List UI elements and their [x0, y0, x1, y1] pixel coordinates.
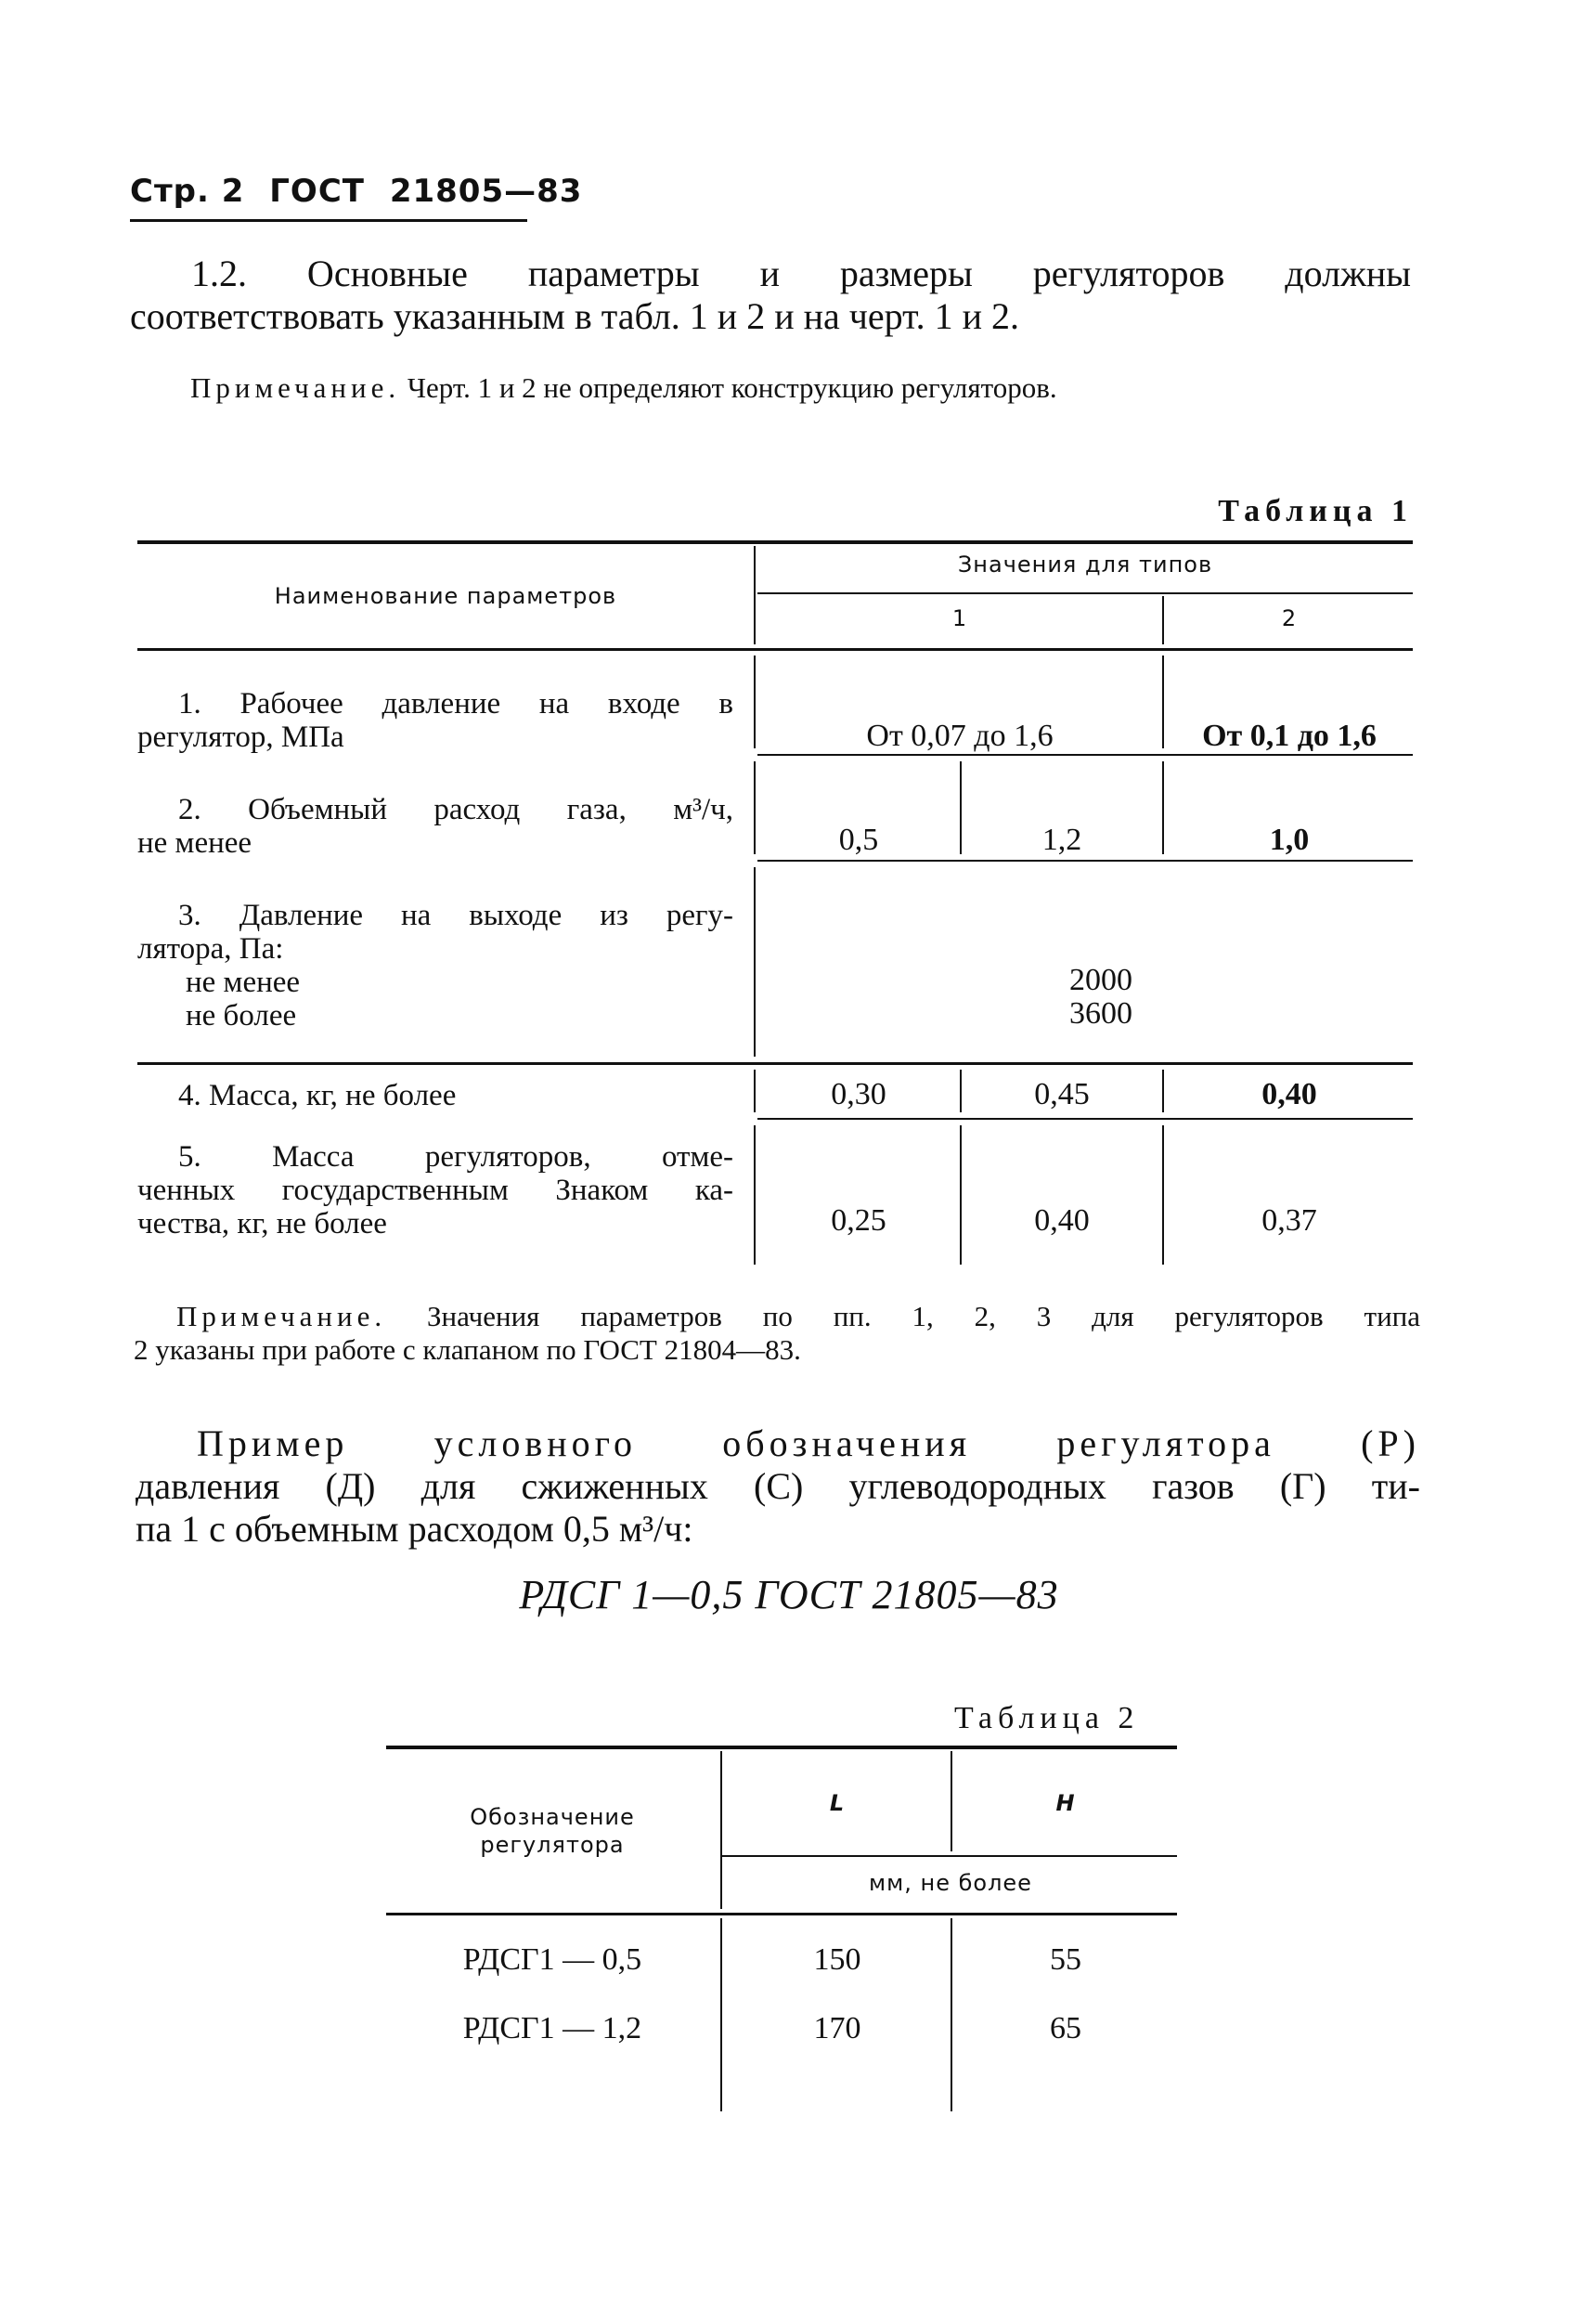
table-1-head-rule — [137, 648, 1413, 651]
note-2-line-1 — [176, 1300, 1420, 1333]
table-1-col-values: Значения для типов — [957, 552, 1213, 578]
table-1-row-4-type-2: 0,40 — [1261, 1077, 1317, 1111]
clause-line-1: 1.2. Основные параметры и размеры регуляторов должны — [191, 253, 1411, 294]
table-1-row-5-type-1a: 0,25 — [831, 1203, 886, 1238]
table-2-row-2-name: РДСГ1 — 1,2 — [462, 2011, 642, 2045]
table-1-vrule-r2-types — [1162, 761, 1164, 854]
table-1-vrule-r2 — [754, 761, 756, 854]
table-2-col-name-line-1: Обозначение — [470, 1804, 635, 1830]
clause-1-2 — [130, 253, 1411, 338]
standard-number: 21805—83 — [389, 173, 583, 210]
example-paragraph — [136, 1422, 1420, 1551]
note-1-label: Примечание. — [190, 371, 401, 404]
example-designation: РДСГ 1—0,5 ГОСТ 21805—83 — [519, 1572, 1059, 1617]
table-1-row-3-name — [137, 899, 733, 1032]
table-1-row-2-type-1a: 0,5 — [838, 823, 879, 857]
table-1-row-2-type-2: 1,0 — [1269, 823, 1310, 857]
table-2-row-1-H: 55 — [1050, 1942, 1081, 1977]
table-1-row-2-name — [137, 793, 733, 860]
table-1-row-1-name-line-2: регулятор, МПа — [137, 721, 344, 754]
table-1-row-5-name-line-2: ченных государственным Знаком ка- — [137, 1174, 733, 1207]
table-2-head-rule — [386, 1913, 1177, 1915]
table-1-vrule-r5-types — [1162, 1125, 1164, 1265]
table-2-caption: Таблица 2 — [954, 1701, 1140, 1735]
note-2-line-2: 2 указаны при работе с клапаном по ГОСТ 21804—83. — [134, 1333, 801, 1366]
table-1-row-1-type-1: От 0,07 до 1,6 — [866, 719, 1054, 753]
table-1-vrule-r4 — [754, 1070, 756, 1112]
table-1-row-5-type-1b: 0,40 — [1034, 1203, 1090, 1238]
table-2-units-rule — [722, 1855, 1177, 1857]
table-2-col-name — [386, 1803, 718, 1859]
table-1-vrule-r1 — [754, 656, 756, 748]
table-1-row2-rule — [757, 860, 1413, 862]
table-1-row-5-type-2: 0,37 — [1261, 1203, 1317, 1238]
table-1-col-type-2: 2 — [1281, 605, 1298, 631]
table-1-col-param: Наименование параметров — [274, 583, 617, 609]
table-2-row-2-L: 170 — [813, 2011, 861, 2045]
table-2-row-1-L: 150 — [813, 1942, 861, 1977]
table-2-row-2-H: 65 — [1050, 2011, 1081, 2045]
table-1-row-1-type-2: От 0,1 до 1,6 — [1202, 719, 1377, 753]
note-2-label: Примечание. — [176, 1300, 387, 1332]
table-1-vrule-r5-mid — [960, 1125, 962, 1265]
table-1-top-rule — [137, 540, 1413, 544]
table-2-vrule-head — [720, 1751, 722, 1909]
table-2-vrule-head-mid — [951, 1751, 952, 1851]
table-1-types-rule — [757, 592, 1413, 594]
table-1-row-3-max: 3600 — [1069, 996, 1132, 1031]
page-number: Стр. 2 — [130, 173, 245, 210]
standard-label: ГОСТ — [269, 173, 365, 210]
table-1-caption: Таблица 1 — [1218, 494, 1413, 528]
table-1-row1-rule — [757, 754, 1413, 756]
table-1-vrule-head-types — [1162, 596, 1164, 644]
table-2-col-L: L — [829, 1790, 846, 1816]
table-1-row-1-name — [137, 687, 733, 754]
table-2-vrule-body — [720, 1918, 722, 2111]
table-2-top-rule — [386, 1746, 1177, 1749]
note-1 — [190, 371, 1057, 405]
page-header — [130, 173, 595, 210]
table-1-row-3-name-line-3: не менее — [186, 966, 301, 999]
table-1-row4-rule — [757, 1118, 1413, 1120]
table-2-units: мм, не более — [869, 1870, 1032, 1896]
table-1-row-4-type-1b: 0,45 — [1034, 1077, 1090, 1111]
note-2-text-1: Значения параметров по пп. 1, 2, 3 для регуляторов типа — [427, 1300, 1421, 1332]
table-1-row-2-name-line-1: 2. Объемный расход газа, м³/ч, — [178, 793, 733, 826]
table-1-vrule-r4-types — [1162, 1070, 1164, 1112]
table-1-vrule-r5 — [754, 1125, 756, 1265]
example-line-2: давления (Д) для сжиженных (С) углеводородных газов (Г) ти- — [136, 1465, 1420, 1507]
table-1-vrule-r1-types — [1162, 656, 1164, 748]
note-2 — [134, 1300, 1421, 1367]
example-line-1: Пример условного обозначения регулятора (Р) — [197, 1422, 1420, 1464]
table-1-row-3-name-line-4: не более — [186, 999, 297, 1032]
table-1-row-2-type-1b: 1,2 — [1041, 823, 1082, 857]
table-1-row-3-min: 2000 — [1069, 963, 1132, 997]
table-2-col-name-line-2: регулятора — [480, 1832, 625, 1858]
table-1-row-3-name-line-1: 3. Давление на выходе из регу- — [178, 899, 733, 932]
table-1-vrule-head — [754, 546, 756, 644]
table-1-vrule-r3 — [754, 867, 756, 1057]
table-2-row-1-name: РДСГ1 — 0,5 — [462, 1942, 642, 1977]
note-1-text: Черт. 1 и 2 не определяют конструкцию регуляторов. — [407, 371, 1057, 404]
table-1-row-5-name-line-3: чества, кг, не более — [137, 1207, 387, 1240]
table-1-row-2-name-line-2: не менее — [137, 826, 252, 860]
table-1-row-5-name-line-1: 5. Масса регуляторов, отме- — [178, 1140, 733, 1174]
table-1-row-4-name: 4. Масса, кг, не более — [178, 1079, 457, 1112]
table-1-row-4-type-1a: 0,30 — [831, 1077, 886, 1111]
table-2-vrule-body-mid — [951, 1918, 952, 2111]
clause-line-2: соответствовать указанным в табл. 1 и 2 и на черт. 1 и 2. — [130, 295, 1019, 337]
table-1-row3-rule — [137, 1062, 1413, 1065]
header-rule — [130, 219, 527, 222]
table-1-row-5-name — [137, 1140, 733, 1240]
example-line-3: па 1 с объемным расходом 0,5 м³/ч: — [136, 1508, 693, 1550]
table-1-row-3-name-line-2: лятора, Па: — [137, 932, 284, 966]
table-1-col-type-1: 1 — [951, 605, 968, 631]
table-1-row-1-name-line-1: 1. Рабочее давление на входе в — [178, 687, 733, 721]
table-2-col-H: H — [1055, 1790, 1076, 1816]
